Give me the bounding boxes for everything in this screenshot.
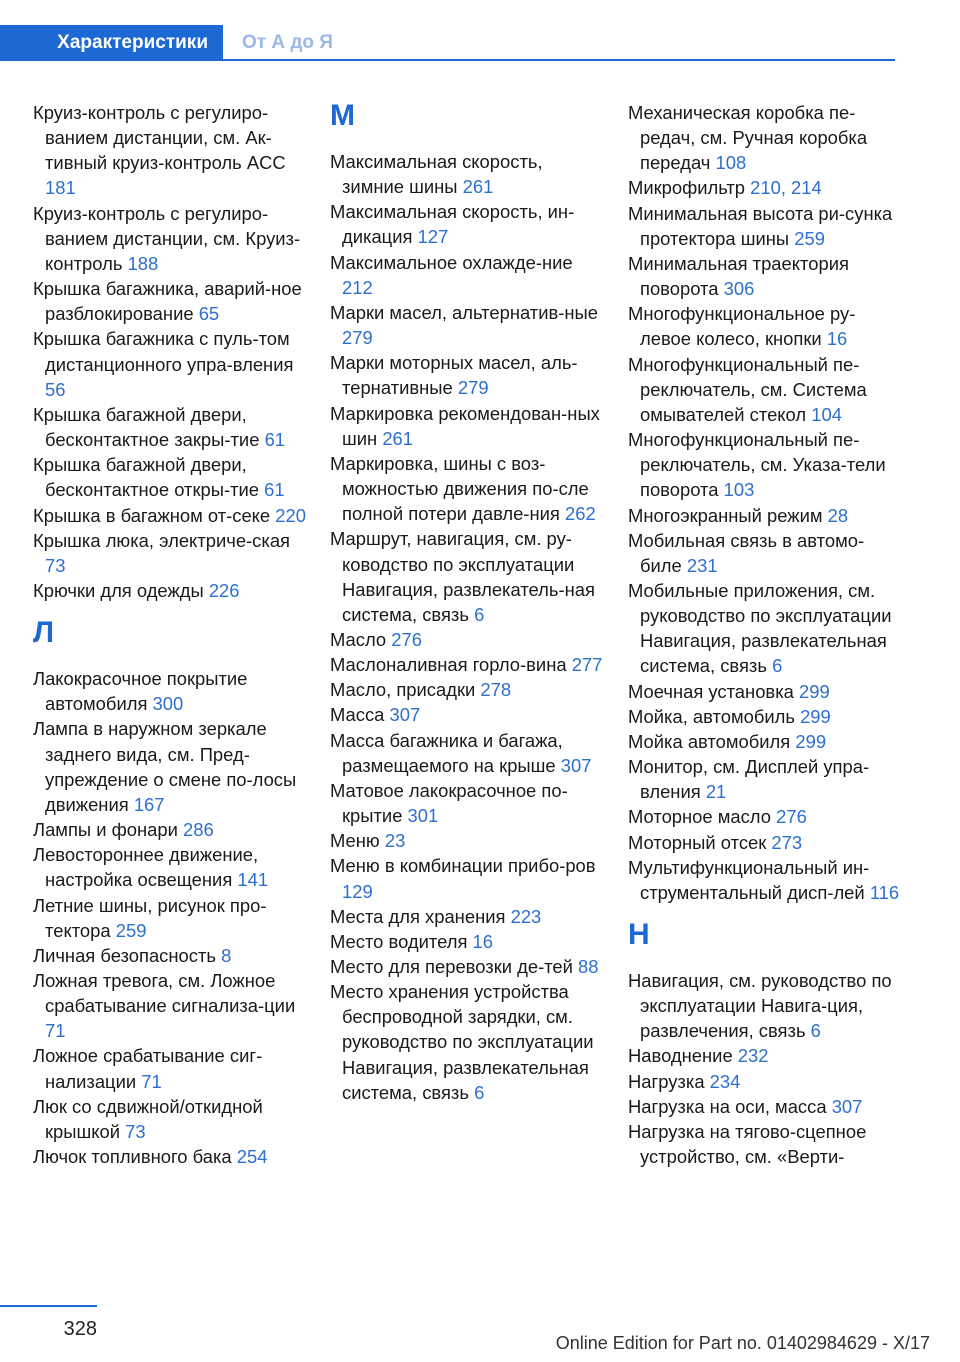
index-entry-text: Лампы и фонари bbox=[33, 819, 178, 841]
page-link[interactable]: 61 bbox=[264, 429, 286, 451]
index-entry-text: Многофункциональный пе-реключатель, см. Указа-тели поворота bbox=[628, 429, 886, 501]
index-entry-text: Ложная тревога, см. Ложное срабатывание сигнализа-ции bbox=[33, 970, 296, 1017]
page-link[interactable]: 306 bbox=[723, 278, 755, 300]
page-link[interactable]: 277 bbox=[571, 654, 603, 676]
index-entry bbox=[628, 830, 903, 855]
index-entry-text: Меню bbox=[330, 830, 380, 852]
index-column-2 bbox=[330, 100, 605, 1105]
index-entry-text: Лючок топливного бака bbox=[33, 1146, 232, 1168]
section-letter: Н bbox=[628, 918, 650, 951]
page-link[interactable]: 299 bbox=[799, 680, 830, 702]
index-entry-text: Маршрут, навигация, см. ру-ководство по эксплуатации Навигация, развлекатель-ная система, связь bbox=[330, 528, 595, 625]
index-entry-text: Масло bbox=[330, 628, 387, 650]
edition-note: Online Edition for Part no. 01402984629 - X/17 bbox=[555, 1333, 930, 1353]
index-entry bbox=[330, 778, 605, 828]
index-entry bbox=[628, 968, 903, 1043]
index-entry bbox=[628, 679, 903, 704]
page-link[interactable]: 8 bbox=[221, 944, 232, 966]
index-entry bbox=[33, 1094, 308, 1144]
tab-a-to-z[interactable]: От А до Я bbox=[242, 32, 333, 53]
index-entry-text: Максимальное охлажде-ние bbox=[330, 251, 573, 273]
index-entry bbox=[628, 754, 903, 804]
index-entry bbox=[33, 201, 308, 276]
page-link[interactable]: 220 bbox=[275, 504, 306, 526]
index-entry-text: Марки моторных масел, аль-тернативные bbox=[330, 352, 578, 399]
index-entry-text: Нагрузка на оси, масса bbox=[628, 1095, 827, 1117]
index-entry-text: Минимальная высота ри-сунка протектора шины bbox=[628, 202, 893, 249]
page-link[interactable]: 129 bbox=[342, 880, 373, 902]
index-entry bbox=[330, 652, 605, 677]
page-link[interactable]: 65 bbox=[198, 303, 220, 325]
section-letter: Л bbox=[33, 616, 55, 650]
index-entry bbox=[33, 578, 308, 603]
index-entry bbox=[628, 1043, 903, 1068]
index-entry bbox=[628, 729, 903, 754]
page-link[interactable]: 254 bbox=[236, 1146, 268, 1168]
index-entry bbox=[33, 276, 308, 326]
page-link[interactable]: 141 bbox=[237, 869, 269, 891]
page-link[interactable]: 299 bbox=[800, 705, 831, 727]
index-entry bbox=[330, 401, 605, 451]
index-entry-text: Масса bbox=[330, 704, 385, 726]
index-entry bbox=[33, 503, 308, 528]
index-entry-text: Марки масел, альтернатив-ные bbox=[330, 301, 598, 323]
index-entry-text: Круиз-контроль с регулиро-ванием дистанции, см. Круиз-контроль bbox=[33, 202, 301, 274]
page-link[interactable]: 261 bbox=[382, 427, 413, 449]
page-number: 328 bbox=[63, 1318, 97, 1340]
index-entry bbox=[33, 528, 308, 578]
page-link[interactable]: 103 bbox=[723, 479, 755, 501]
index-entry bbox=[628, 855, 903, 905]
index-entry bbox=[33, 893, 308, 943]
index-entry bbox=[330, 677, 605, 702]
index-entry bbox=[628, 301, 903, 351]
page-link[interactable]: 299 bbox=[795, 730, 827, 752]
page-link[interactable]: 6 bbox=[474, 1081, 485, 1103]
index-entry-text: Мультифункциональный ин-струментальный дисп-лей bbox=[628, 856, 870, 903]
index-entry-text: Левостороннее движение, настройка освещения bbox=[33, 844, 259, 891]
index-entry bbox=[33, 968, 308, 1043]
index-entry-text: Многофункциональное ру-левое колесо, кнопки bbox=[628, 303, 856, 350]
index-entry-text: Многоэкранный режим bbox=[628, 504, 823, 526]
index-entry bbox=[330, 250, 605, 300]
index-entry bbox=[330, 350, 605, 400]
index-entry bbox=[33, 716, 308, 817]
index-entry-text: Маркировка рекомендован-ных шин bbox=[330, 402, 600, 449]
index-entry bbox=[330, 979, 605, 1105]
page-link[interactable]: 307 bbox=[389, 704, 421, 726]
index-entry bbox=[628, 427, 903, 502]
page-link[interactable]: 261 bbox=[462, 176, 494, 198]
page-link[interactable]: 16 bbox=[472, 930, 494, 952]
index-column-3 bbox=[628, 100, 903, 1169]
page-link[interactable]: 6 bbox=[474, 603, 485, 625]
index-entry-text: Крышка в багажном от-секе bbox=[33, 504, 271, 526]
page-link[interactable]: 23 bbox=[384, 830, 406, 852]
index-entry-text: Моторное масло bbox=[628, 806, 771, 828]
index-entry bbox=[33, 452, 308, 502]
page-link[interactable]: 61 bbox=[264, 479, 285, 501]
index-entry-text: Монитор, см. Дисплей упра-вления bbox=[628, 756, 870, 803]
page-link[interactable]: 104 bbox=[811, 403, 842, 425]
index-entry-text: Место для перевозки де-тей bbox=[330, 956, 573, 977]
page-link[interactable]: 307 bbox=[831, 1095, 863, 1117]
page-link[interactable]: 6 bbox=[772, 655, 783, 677]
page-link[interactable]: 73 bbox=[45, 554, 66, 576]
index-entry bbox=[628, 201, 903, 251]
index-entry bbox=[628, 251, 903, 301]
index-entry-text: Нагрузка bbox=[628, 1070, 705, 1092]
index-entry-text: Летние шины, рисунок про-тектора bbox=[33, 894, 267, 941]
index-entry bbox=[330, 702, 605, 727]
page-link[interactable]: 276 bbox=[391, 628, 422, 650]
page-link[interactable]: 231 bbox=[686, 554, 718, 576]
index-entry bbox=[628, 352, 903, 427]
section-letter: М bbox=[330, 99, 355, 132]
page-link[interactable]: 88 bbox=[578, 956, 599, 977]
index-entry bbox=[628, 503, 903, 528]
page-link[interactable]: 16 bbox=[826, 328, 848, 350]
page-link[interactable]: 21 bbox=[705, 781, 727, 803]
index-entry-text: Лакокрасочное покрытие автомобиля bbox=[33, 668, 248, 715]
page-link[interactable]: 279 bbox=[342, 327, 373, 349]
index-entry-text: Личная безопасность bbox=[33, 944, 216, 966]
page-link[interactable]: 167 bbox=[133, 793, 165, 815]
index-entry bbox=[628, 100, 903, 175]
index-entry bbox=[330, 728, 605, 778]
index-entry bbox=[330, 300, 605, 350]
page-link[interactable]: 28 bbox=[827, 504, 849, 526]
index-entry-text: Крышка багажной двери, бесконтактное откры-тие bbox=[33, 454, 260, 501]
page-link[interactable]: 71 bbox=[45, 1020, 66, 1042]
index-entry bbox=[330, 149, 605, 199]
page-link[interactable]: 286 bbox=[182, 819, 214, 841]
header-rule bbox=[223, 59, 895, 61]
index-entry bbox=[33, 842, 308, 892]
index-entry bbox=[628, 175, 903, 200]
index-entry-text: Места для хранения bbox=[330, 905, 506, 927]
index-entry-text: Крышка багажника, аварий-ное разблокирование bbox=[33, 278, 302, 325]
page-link[interactable]: 262 bbox=[565, 503, 596, 525]
page-link[interactable]: 73 bbox=[125, 1120, 146, 1142]
index-entry-text: Ложное срабатывание сиг-нализации bbox=[33, 1045, 263, 1092]
index-entry bbox=[33, 326, 308, 401]
index-entry-text: Мобильные приложения, см. руководство по эксплуатации Навигация, развлекательная система, связь bbox=[628, 579, 892, 677]
tab-characteristics[interactable]: Характеристики bbox=[0, 25, 223, 61]
index-entry bbox=[628, 804, 903, 829]
index-entry-text: Мобильная связь в автомо-биле bbox=[628, 529, 865, 576]
index-entry-text: Моторный отсек bbox=[628, 831, 767, 853]
page-link[interactable]: 6 bbox=[810, 1020, 821, 1042]
page-link[interactable]: 108 bbox=[715, 152, 747, 174]
index-entry bbox=[628, 528, 903, 578]
index-entry-text: Максимальная скорость, ин-дикация bbox=[330, 201, 575, 248]
index-entry bbox=[330, 526, 605, 627]
page-link[interactable]: 300 bbox=[152, 693, 184, 715]
page-link[interactable]: 273 bbox=[771, 831, 803, 853]
index-entry bbox=[628, 704, 903, 729]
index-entry-text: Крышка люка, электриче-ская bbox=[33, 529, 291, 551]
page-link[interactable]: 212 bbox=[342, 276, 373, 298]
index-entry-text: Наводнение bbox=[628, 1045, 733, 1067]
index-entry-text: Маслоналивная горло-вина bbox=[330, 654, 567, 676]
index-entry-text: Крючки для одежды bbox=[33, 579, 204, 601]
index-entry bbox=[33, 943, 308, 968]
index-entry bbox=[33, 1144, 308, 1169]
index-entry-text: Многофункциональный пе-реключатель, см. Система омывателей стекол bbox=[628, 353, 867, 425]
index-entry bbox=[33, 100, 308, 201]
index-entry bbox=[628, 1119, 903, 1169]
page-link[interactable]: 259 bbox=[115, 919, 147, 941]
index-entry-text: Крышка багажника с пуль-том дистанционного упра-вления bbox=[33, 328, 294, 375]
index-entry-text: Меню в комбинации прибо-ров bbox=[330, 855, 596, 877]
page-link[interactable]: 234 bbox=[709, 1070, 741, 1092]
page-link[interactable]: 127 bbox=[417, 226, 449, 248]
index-entry-text: Масса багажника и багажа, размещаемого на крыше bbox=[330, 729, 563, 776]
index-entry bbox=[628, 1069, 903, 1094]
page-link[interactable]: 307 bbox=[560, 754, 592, 776]
index-entry bbox=[628, 578, 903, 679]
page-header bbox=[0, 25, 895, 61]
page-link[interactable]: 223 bbox=[510, 905, 542, 927]
index-entry-text: Микрофильтр bbox=[628, 177, 746, 199]
page-link[interactable]: 210, 214 bbox=[750, 177, 822, 199]
index-entry-text: Крышка багажной двери, бесконтактное закры-тие bbox=[33, 403, 260, 451]
page-link[interactable]: 276 bbox=[776, 806, 807, 828]
index-entry-text: Масло, присадки bbox=[330, 679, 476, 701]
index-entry-text: Место хранения устройства беспроводной зарядки, см. руководство по эксплуатации Навигация, развлекательная система, связь bbox=[330, 981, 594, 1103]
page-link[interactable]: 226 bbox=[208, 579, 240, 601]
index-entry bbox=[330, 451, 605, 526]
page-link[interactable]: 188 bbox=[127, 252, 159, 274]
index-entry-text: Матовое лакокрасочное по-крытие bbox=[330, 779, 568, 827]
index-entry bbox=[330, 929, 605, 954]
index-entry-text: Мойка, автомобиль bbox=[628, 705, 795, 727]
index-entry bbox=[33, 666, 308, 716]
index-entry-text: Механическая коробка пе-редач, см. Ручная коробка передач bbox=[628, 102, 868, 174]
page-link[interactable]: 278 bbox=[480, 679, 512, 701]
index-entry-text: Максимальная скорость, зимние шины bbox=[330, 151, 543, 198]
index-entry-text: Нагрузка на тягово-сцепное устройство, см. «Верти- bbox=[628, 1120, 867, 1168]
index-column-1 bbox=[33, 100, 308, 1169]
index-entry bbox=[330, 954, 605, 979]
index-entry bbox=[33, 817, 308, 842]
index-entry-text: Люк со сдвижной/откидной крышкой bbox=[33, 1095, 263, 1142]
index-entry bbox=[330, 853, 605, 903]
index-entry bbox=[628, 1094, 903, 1119]
page-link[interactable]: 181 bbox=[45, 177, 76, 199]
index-entry bbox=[33, 402, 308, 452]
index-entry-text: Маркировка, шины с воз-можностью движения по-сле полной потери давле-ния bbox=[330, 452, 589, 525]
page-link[interactable]: 279 bbox=[457, 377, 489, 399]
footer-rule bbox=[0, 1305, 97, 1307]
page-link[interactable]: 56 bbox=[45, 378, 66, 400]
index-entry-text: Моечная установка bbox=[628, 680, 794, 702]
index-entry bbox=[330, 627, 605, 652]
index-entry-text: Место водителя bbox=[330, 930, 468, 952]
page-link[interactable]: 259 bbox=[794, 227, 825, 249]
index-entry bbox=[330, 828, 605, 853]
page-link[interactable]: 71 bbox=[141, 1070, 162, 1092]
index-entry bbox=[330, 904, 605, 929]
index-entry bbox=[330, 199, 605, 249]
index-entry-text: Навигация, см. руководство по эксплуатации Навига-ция, развлечения, связь bbox=[628, 970, 892, 1042]
index-entry bbox=[33, 1043, 308, 1093]
page-link[interactable]: 232 bbox=[737, 1045, 769, 1067]
index-entry-text: Круиз-контроль с регулиро-ванием дистанции, см. Ак-тивный круиз-контроль ACC bbox=[33, 102, 286, 174]
index-entry-text: Лампа в наружном зеркале заднего вида, см. Пред-упреждение о смене по-лосы движения bbox=[33, 718, 297, 815]
page-link[interactable]: 116 bbox=[869, 881, 900, 903]
index-entry-text: Минимальная траектория поворота bbox=[628, 252, 849, 300]
page-link[interactable]: 301 bbox=[407, 805, 439, 827]
index-entry-text: Мойка автомобиля bbox=[628, 730, 791, 752]
